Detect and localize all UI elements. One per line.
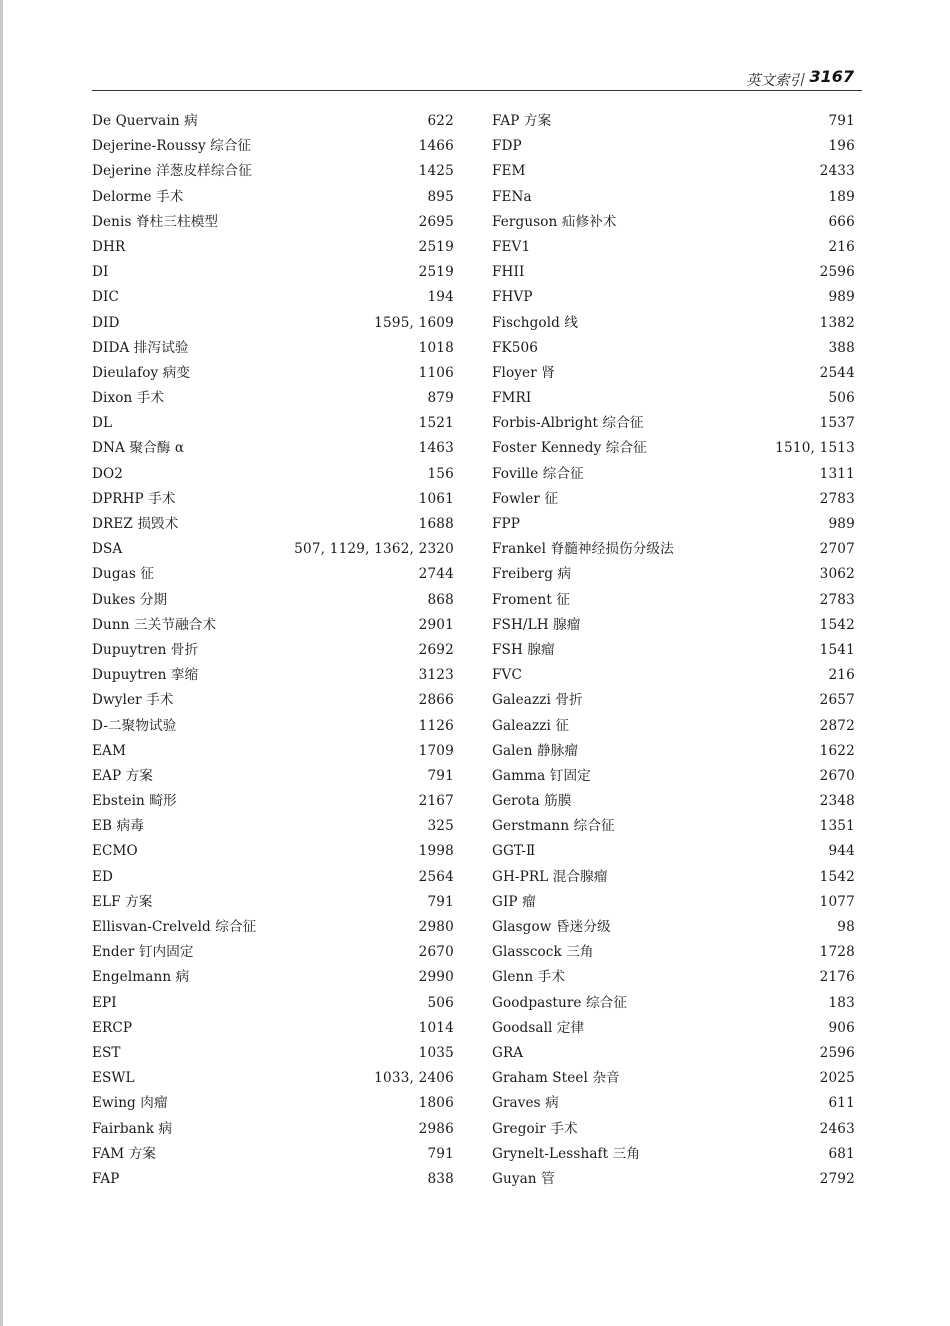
index-page-refs: 1311 xyxy=(819,465,855,482)
index-term: Galeazzi 骨折 xyxy=(492,692,583,709)
index-term: Fowler 征 xyxy=(492,490,559,507)
index-term: Goodpasture 综合征 xyxy=(492,994,628,1011)
index-page-refs: 2986 xyxy=(418,1120,454,1137)
index-entry xyxy=(492,159,855,184)
index-entry xyxy=(92,361,454,386)
index-page-refs: 1688 xyxy=(418,516,454,532)
index-page-refs: 1709 xyxy=(418,742,454,759)
index-page-refs: 2792 xyxy=(819,1170,855,1187)
index-term: FHII xyxy=(492,264,525,281)
index-page-refs: 791 xyxy=(427,1145,454,1162)
index-term: FK506 xyxy=(492,339,539,356)
index-term: Foville 综合征 xyxy=(492,465,584,482)
index-entry xyxy=(492,764,855,789)
index-column-left xyxy=(92,109,454,1192)
index-entry xyxy=(492,512,855,537)
index-page-refs: 2744 xyxy=(418,566,454,583)
index-page-refs: 1998 xyxy=(418,843,454,860)
index-entry xyxy=(492,1016,855,1041)
index-page-refs: 1014 xyxy=(418,1019,454,1036)
index-term: Dunn 三关节融合术 xyxy=(92,616,217,633)
index-entry xyxy=(492,588,855,613)
index-entry xyxy=(492,789,855,814)
index-page-refs: 2544 xyxy=(819,364,855,381)
index-page-refs: 1542 xyxy=(819,616,855,633)
index-entry xyxy=(492,1041,855,1066)
index-entry xyxy=(92,940,454,965)
index-entry xyxy=(92,839,454,864)
index-page-refs: 1463 xyxy=(418,440,454,457)
index-term: Fairbank 病 xyxy=(92,1120,173,1137)
index-entry xyxy=(492,411,855,436)
index-entry xyxy=(492,638,855,663)
index-entry xyxy=(92,814,454,839)
page-number: 3167 xyxy=(809,67,854,86)
index-term: Dupuytren 骨折 xyxy=(92,641,199,658)
index-entry xyxy=(92,512,454,537)
index-entry xyxy=(92,411,454,436)
index-page-refs: 216 xyxy=(828,238,855,255)
index-term: Gerstmann 综合征 xyxy=(492,818,615,835)
index-page-refs: 1521 xyxy=(418,415,454,432)
index-term: FAP 方案 xyxy=(492,113,552,129)
index-entry xyxy=(92,134,454,159)
index-entry xyxy=(492,991,855,1016)
index-page-refs: 2866 xyxy=(418,692,454,709)
index-page-refs: 2783 xyxy=(819,591,855,608)
index-term: Dupuytren 挛缩 xyxy=(92,667,199,684)
index-term: DIC xyxy=(92,289,119,306)
index-term: Dejerine 洋葱皮样综合征 xyxy=(92,163,252,180)
index-term: ELF 方案 xyxy=(92,893,153,910)
index-page-refs: 2025 xyxy=(819,1070,855,1087)
index-page-refs: 2564 xyxy=(418,868,454,885)
index-term: DO2 xyxy=(92,465,123,482)
index-page-refs: 2872 xyxy=(819,717,855,734)
index-entry xyxy=(492,915,855,940)
index-term: Denis 脊柱三柱模型 xyxy=(92,213,219,230)
index-page-refs: 2176 xyxy=(819,969,855,986)
index-page-refs: 2167 xyxy=(418,793,454,810)
index-entry xyxy=(92,638,454,663)
index-page-refs: 791 xyxy=(427,893,454,910)
index-entry xyxy=(492,109,855,134)
index-page-refs: 2980 xyxy=(418,919,454,935)
index-page-refs: 1510, 1513 xyxy=(775,440,855,457)
index-entry xyxy=(92,613,454,638)
index-term: Frankel 脊髓神经损伤分级法 xyxy=(492,541,674,558)
index-page-refs: 681 xyxy=(828,1145,855,1162)
index-entry xyxy=(492,487,855,512)
index-entry xyxy=(92,260,454,285)
index-term: DL xyxy=(92,415,113,432)
index-page-refs: 1351 xyxy=(819,818,855,835)
index-term: EAM xyxy=(92,742,126,759)
index-entry xyxy=(92,991,454,1016)
index-term: Graham Steel 杂音 xyxy=(492,1070,620,1087)
index-column-right xyxy=(492,109,855,1192)
index-entry xyxy=(92,386,454,411)
index-page-refs: 388 xyxy=(828,339,855,356)
index-page-refs: 868 xyxy=(427,591,454,608)
index-term: Gerota 筋膜 xyxy=(492,793,572,810)
index-term: FAP xyxy=(92,1170,120,1187)
index-entry xyxy=(92,562,454,587)
index-entry xyxy=(92,1091,454,1116)
index-page-refs: 1382 xyxy=(819,314,855,331)
index-term: Freiberg 病 xyxy=(492,566,572,583)
index-page-refs: 2519 xyxy=(418,264,454,281)
index-page-refs: 2692 xyxy=(418,641,454,658)
index-term: Dieulafoy 病变 xyxy=(92,364,191,381)
index-page-refs: 611 xyxy=(828,1095,855,1112)
index-term: D-二聚物试验 xyxy=(92,717,177,734)
index-term: Engelmann 病 xyxy=(92,969,190,986)
index-page-refs: 906 xyxy=(828,1019,855,1036)
index-entry xyxy=(92,1167,454,1192)
index-page-refs: 1595, 1609 xyxy=(374,314,454,331)
index-entry xyxy=(92,915,454,940)
index-entry xyxy=(92,436,454,461)
index-term: Dixon 手术 xyxy=(92,390,165,407)
index-entry xyxy=(92,185,454,210)
index-entry xyxy=(492,311,855,336)
index-term: EAP 方案 xyxy=(92,767,153,784)
index-term: FSH/LH 腺瘤 xyxy=(492,616,581,633)
index-page-refs: 2695 xyxy=(418,213,454,230)
index-page-refs: 2990 xyxy=(418,969,454,986)
index-entry xyxy=(92,1066,454,1091)
index-entry xyxy=(92,739,454,764)
index-term: DID xyxy=(92,314,120,331)
index-term: ED xyxy=(92,868,114,885)
index-term: EST xyxy=(92,1044,121,1061)
index-term: ERCP xyxy=(92,1019,133,1036)
index-page-refs: 3062 xyxy=(819,566,855,583)
index-term: Dejerine-Roussy 综合征 xyxy=(92,138,252,155)
index-entry xyxy=(92,965,454,990)
index-entry xyxy=(92,537,454,562)
index-term: Guyan 管 xyxy=(492,1170,555,1187)
index-entry xyxy=(492,386,855,411)
index-page-refs: 989 xyxy=(828,289,855,306)
index-page-refs: 1537 xyxy=(819,415,855,432)
index-entry xyxy=(492,613,855,638)
index-entry xyxy=(92,159,454,184)
index-term: DPRHP 手术 xyxy=(92,490,176,507)
index-page-refs: 196 xyxy=(828,138,855,155)
index-term: Goodsall 定律 xyxy=(492,1019,585,1036)
index-term: Gregoir 手术 xyxy=(492,1120,578,1137)
index-entry xyxy=(492,965,855,990)
index-page-refs: 1061 xyxy=(418,490,454,507)
index-term: Glasscock 三角 xyxy=(492,944,594,961)
index-term: Graves 病 xyxy=(492,1095,559,1112)
index-term: ESWL xyxy=(92,1070,135,1087)
index-entry xyxy=(92,1016,454,1041)
index-page-refs: 189 xyxy=(828,188,855,205)
index-entry xyxy=(492,235,855,260)
index-term: Dwyler 手术 xyxy=(92,692,174,709)
index-page-refs: 2783 xyxy=(819,490,855,507)
index-page-refs: 2901 xyxy=(418,616,454,633)
index-entry xyxy=(92,1041,454,1066)
index-page-refs: 1106 xyxy=(418,364,454,381)
index-term: Galeazzi 征 xyxy=(492,717,570,734)
index-page-refs: 2657 xyxy=(819,692,855,709)
index-entry xyxy=(92,235,454,260)
index-term: ECMO xyxy=(92,843,138,860)
index-term: Ender 钉内固定 xyxy=(92,944,194,961)
index-entry xyxy=(492,361,855,386)
index-page-refs: 2519 xyxy=(418,238,454,255)
index-page-refs: 879 xyxy=(427,390,454,407)
index-entry xyxy=(92,764,454,789)
index-entry xyxy=(492,940,855,965)
index-term: FVC xyxy=(492,667,522,684)
index-term: Glenn 手术 xyxy=(492,969,566,986)
index-term: Ferguson 疝修补术 xyxy=(492,213,617,230)
index-term: Forbis-Albright 综合征 xyxy=(492,415,644,432)
index-term: GH-PRL 混合腺瘤 xyxy=(492,868,608,885)
index-entry xyxy=(492,1066,855,1091)
index-entry xyxy=(92,311,454,336)
index-term: Ebstein 畸形 xyxy=(92,793,177,810)
index-entry xyxy=(92,588,454,613)
index-page-refs: 791 xyxy=(828,113,855,129)
index-term: FSH 腺瘤 xyxy=(492,641,555,658)
index-term: Floyer 肾 xyxy=(492,364,555,381)
index-page-refs: 666 xyxy=(828,213,855,230)
index-entry xyxy=(492,739,855,764)
index-entry xyxy=(92,487,454,512)
index-term: DIDA 排泻试验 xyxy=(92,339,189,356)
index-page-refs: 1126 xyxy=(418,717,454,734)
index-term: Gamma 钉固定 xyxy=(492,767,591,784)
index-page-refs: 1018 xyxy=(418,339,454,356)
index-page-refs: 2596 xyxy=(819,264,855,281)
index-entry xyxy=(492,336,855,361)
index-term: Delorme 手术 xyxy=(92,188,184,205)
index-page-refs: 838 xyxy=(427,1170,454,1187)
index-page-refs: 3123 xyxy=(418,667,454,684)
index-term: DHR xyxy=(92,238,126,255)
index-entry xyxy=(92,462,454,487)
index-entry xyxy=(492,1142,855,1167)
index-page-refs: 1077 xyxy=(819,893,855,910)
index-page-refs: 98 xyxy=(837,919,855,935)
index-term: FHVP xyxy=(492,289,533,306)
index-entry xyxy=(92,109,454,134)
index-page-refs: 1622 xyxy=(819,742,855,759)
index-term: Galen 静脉瘤 xyxy=(492,742,579,759)
index-term: Glasgow 昏迷分级 xyxy=(492,919,611,935)
index-entry xyxy=(492,714,855,739)
index-entry xyxy=(92,1117,454,1142)
index-page-refs: 325 xyxy=(427,818,454,835)
index-term: Dukes 分期 xyxy=(92,591,168,608)
index-entry xyxy=(492,663,855,688)
index-term: Grynelt-Lesshaft 三角 xyxy=(492,1145,641,1162)
index-term: Ellisvan-Crelveld 综合征 xyxy=(92,919,257,935)
index-page-refs: 506 xyxy=(828,390,855,407)
index-entry xyxy=(492,537,855,562)
index-entry xyxy=(492,839,855,864)
index-entry xyxy=(492,210,855,235)
index-entry xyxy=(492,1167,855,1192)
index-term: DI xyxy=(92,264,109,281)
index-entry xyxy=(492,462,855,487)
index-page-refs: 791 xyxy=(427,767,454,784)
index-page-refs: 506 xyxy=(427,994,454,1011)
index-page-refs: 2670 xyxy=(819,767,855,784)
index-entry xyxy=(492,436,855,461)
index-page-refs: 194 xyxy=(427,289,454,306)
index-entry xyxy=(92,688,454,713)
index-page-refs: 216 xyxy=(828,667,855,684)
section-title: 英文索引 xyxy=(746,73,804,89)
index-term: FENa xyxy=(492,188,532,205)
index-entry xyxy=(492,285,855,310)
index-term: Foster Kennedy 综合征 xyxy=(492,440,647,457)
index-entry xyxy=(92,890,454,915)
index-page-refs: 2463 xyxy=(819,1120,855,1137)
index-entry xyxy=(92,1142,454,1167)
index-term: GRA xyxy=(492,1044,524,1061)
index-term: GGT-Ⅱ xyxy=(492,843,536,860)
index-entry xyxy=(492,134,855,159)
index-page-refs: 1541 xyxy=(819,641,855,658)
page-binding-edge xyxy=(0,0,3,1326)
index-page-refs: 183 xyxy=(828,994,855,1011)
index-term: DNA 聚合酶 α xyxy=(92,440,185,457)
index-page-refs: 895 xyxy=(427,188,454,205)
index-term: EB 病毒 xyxy=(92,818,144,835)
index-term: FEV1 xyxy=(492,238,531,255)
index-entry xyxy=(492,562,855,587)
index-page-refs: 1542 xyxy=(819,868,855,885)
index-term: Fischgold 线 xyxy=(492,314,579,331)
index-term: Ewing 肉瘤 xyxy=(92,1095,168,1112)
index-page-refs: 1033, 2406 xyxy=(374,1070,454,1087)
index-entry xyxy=(92,285,454,310)
index-page-refs: 989 xyxy=(828,516,855,532)
index-page-refs: 1466 xyxy=(418,138,454,155)
index-entry xyxy=(92,789,454,814)
index-page-refs: 1035 xyxy=(418,1044,454,1061)
index-page-refs: 2348 xyxy=(819,793,855,810)
index-entry xyxy=(92,336,454,361)
index-entry xyxy=(492,814,855,839)
index-entry xyxy=(92,714,454,739)
index-term: GIP 瘤 xyxy=(492,893,536,910)
index-term: FPP xyxy=(492,516,521,532)
running-header xyxy=(92,64,862,91)
index-entry xyxy=(92,865,454,890)
index-page-refs: 1728 xyxy=(819,944,855,961)
index-term: EPI xyxy=(92,994,117,1011)
index-term: FDP xyxy=(492,138,522,155)
index-term: FMRI xyxy=(492,390,532,407)
index-term: Dugas 征 xyxy=(92,566,155,583)
index-term: FAM 方案 xyxy=(92,1145,157,1162)
index-page-refs: 622 xyxy=(427,113,454,129)
index-entry xyxy=(492,865,855,890)
index-term: DSA xyxy=(92,541,123,558)
index-page-refs: 1806 xyxy=(418,1095,454,1112)
index-term: De Quervain 病 xyxy=(92,113,198,129)
index-page-refs: 944 xyxy=(828,843,855,860)
index-entry xyxy=(92,210,454,235)
index-entry xyxy=(492,185,855,210)
index-entry xyxy=(492,1091,855,1116)
index-term: Froment 征 xyxy=(492,591,571,608)
index-page-refs: 2670 xyxy=(418,944,454,961)
index-page-refs: 156 xyxy=(427,465,454,482)
index-page-refs: 2707 xyxy=(819,541,855,558)
index-page-refs: 1425 xyxy=(418,163,454,180)
index-entry xyxy=(92,663,454,688)
index-page-refs: 2433 xyxy=(819,163,855,180)
index-entry xyxy=(492,1117,855,1142)
index-page-refs: 2596 xyxy=(819,1044,855,1061)
index-entry xyxy=(492,688,855,713)
index-term: FEM xyxy=(492,163,526,180)
index-entry xyxy=(492,890,855,915)
index-term: DREZ 损毁术 xyxy=(92,516,179,532)
index-page-refs: 507, 1129, 1362, 2320 xyxy=(294,541,454,558)
index-entry xyxy=(492,260,855,285)
